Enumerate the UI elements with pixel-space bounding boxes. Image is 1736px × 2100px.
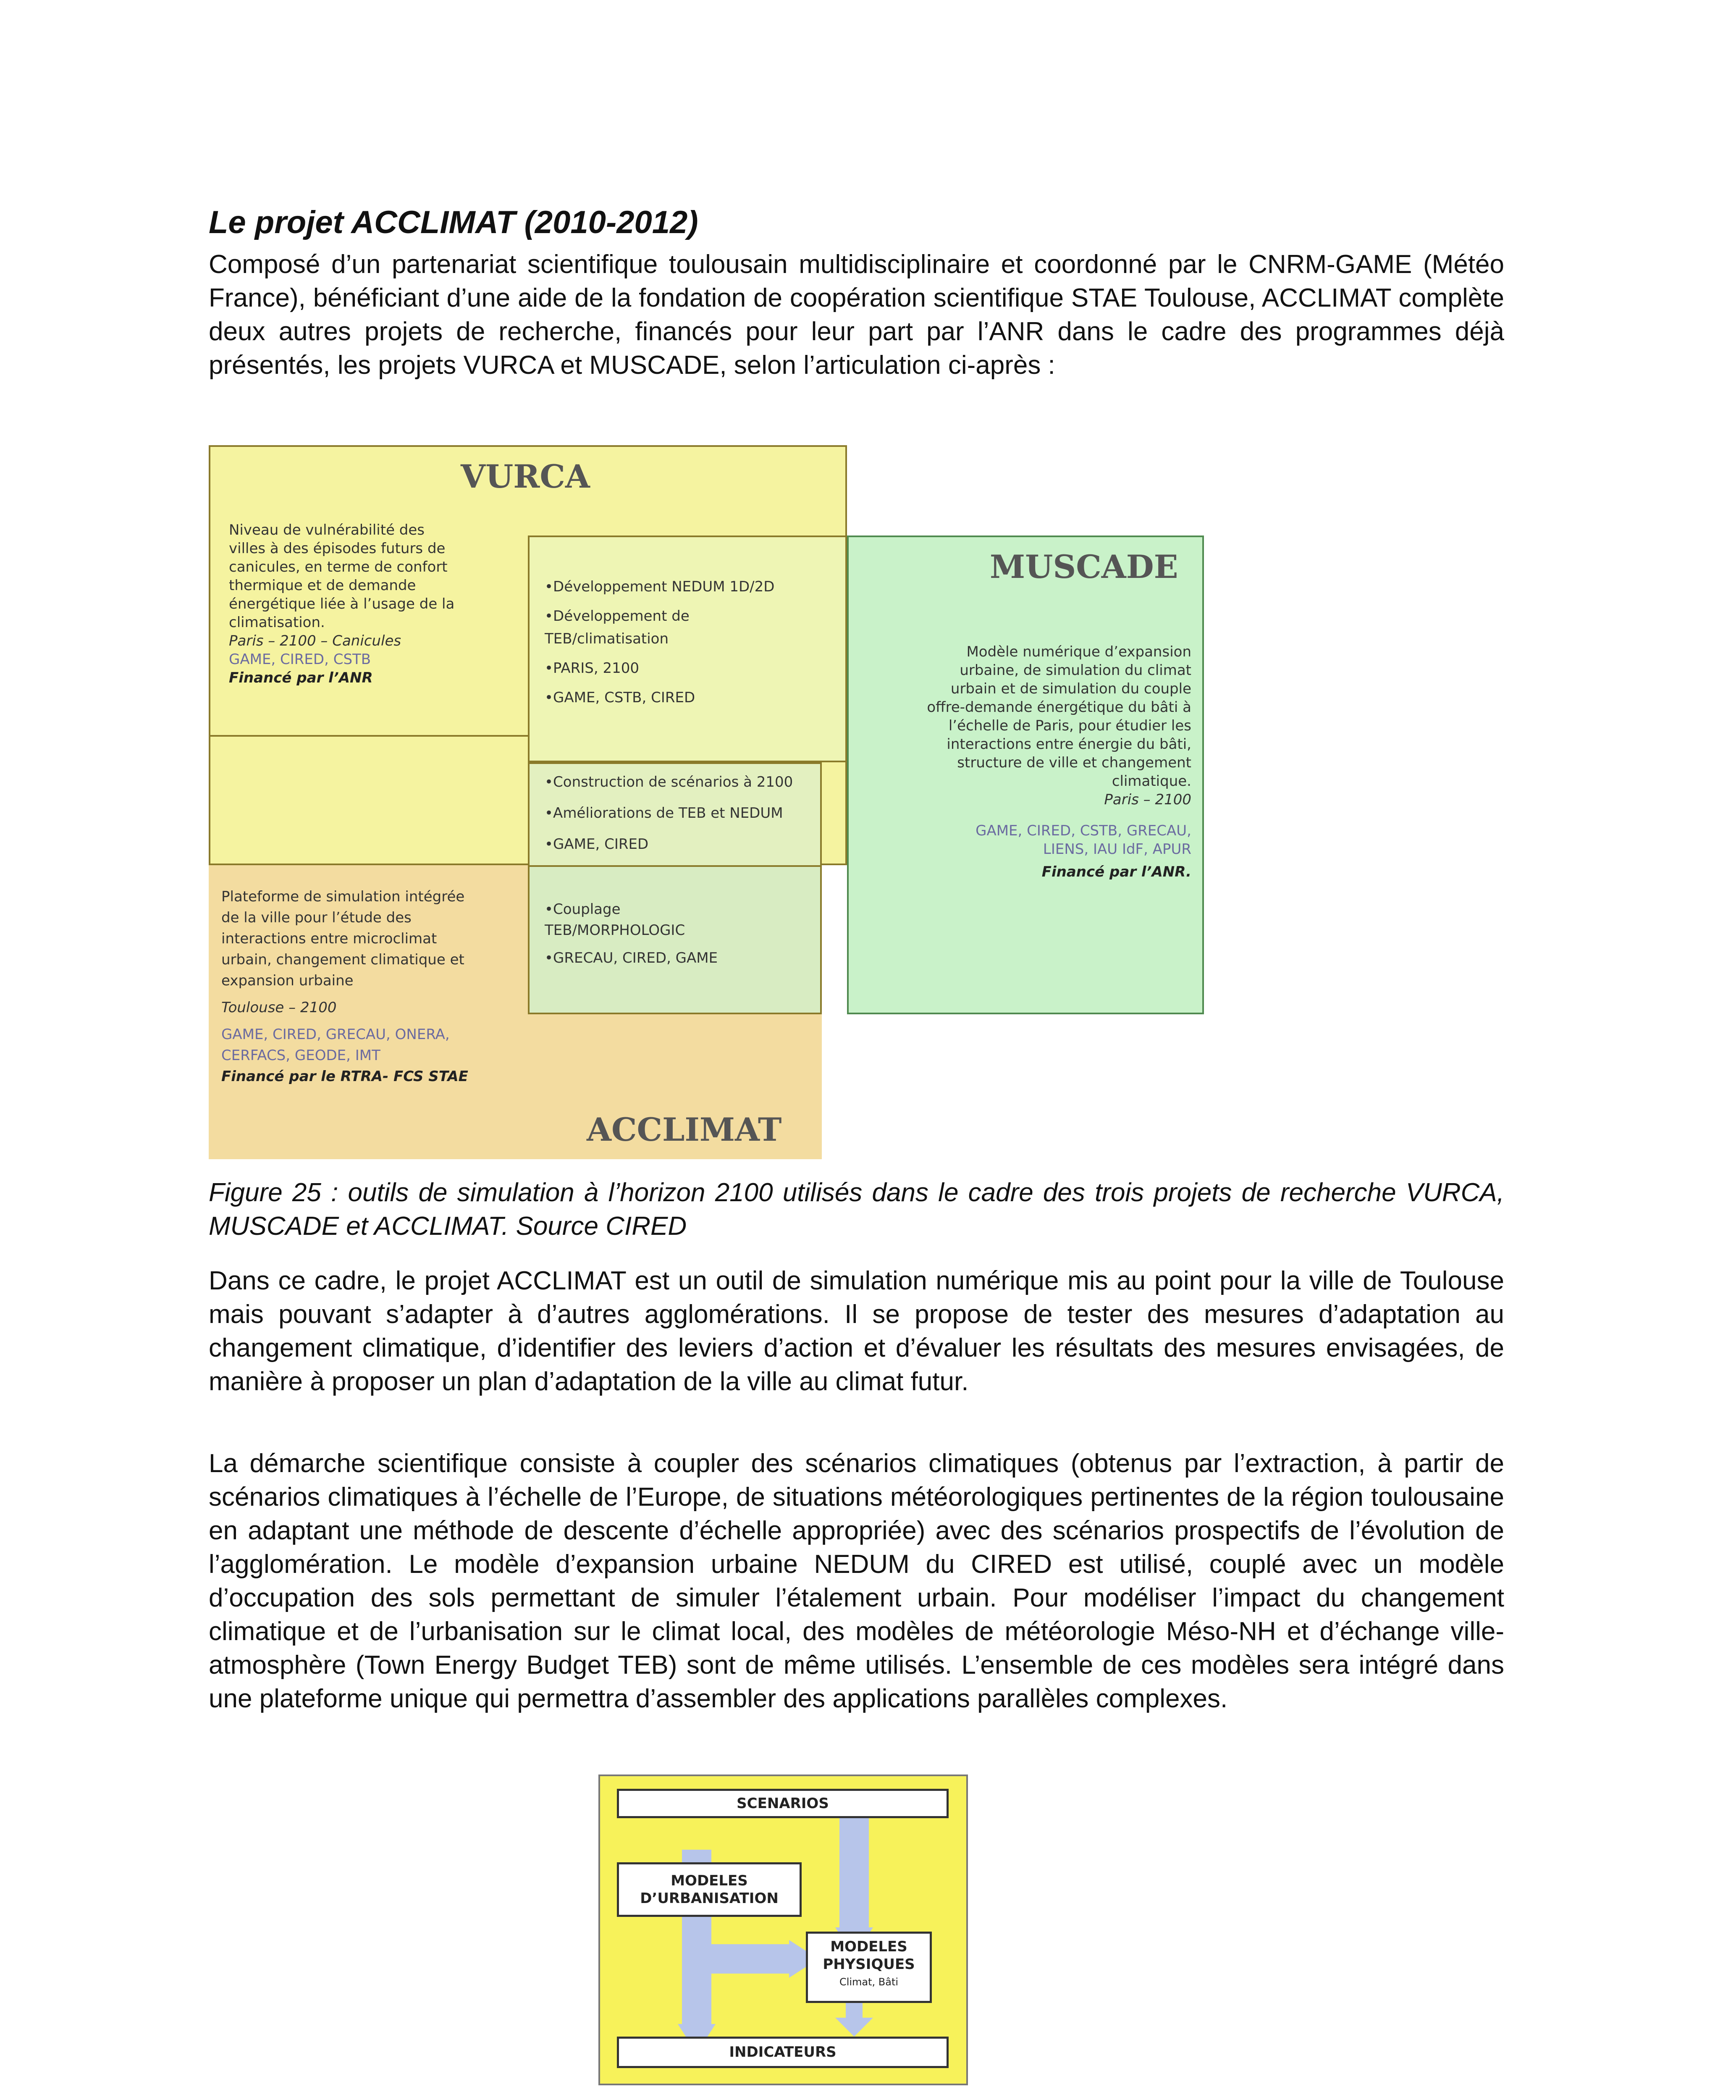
arrow-head <box>835 2018 873 2037</box>
section-title: Le projet ACCLIMAT (2010-2012) <box>209 205 698 240</box>
scenarios-box: SCENARIOS <box>617 1789 949 1818</box>
acclimat-partners-2: CERFACS, GEODE, IMT <box>221 1047 380 1064</box>
vurca-funding: Financé par l’ANR <box>229 669 373 686</box>
figure-25-caption: Figure 25 : outils de simulation à l’horizon 2100 utilisés dans le cadre des trois projets de recherche VURCA, MUSCADE et ACCLIMAT. Source CIRED <box>209 1178 1504 1241</box>
physiques-box: MODELES PHYSIQUES Climat, Bâti <box>806 1932 932 2003</box>
acclimat-partners-1: GAME, CIRED, GRECAU, ONERA, <box>221 1026 450 1043</box>
vurca-title: VURCA <box>461 458 590 495</box>
muscade-description: Modèle numérique d’expansion urbaine, de simulation du climat urbain et de simulation du couple offre-demande énergétique du bâti à l’échelle de Paris, pour étudier les interactions entre énergie du bâti, structure de ville et changement climatique. Paris – 2100 GAME, CIRED, CSTB, GRECAU, LIENS, IAU IdF, APUR Financé par l’ANR. <box>851 643 1191 881</box>
muscade-place: Paris – 2100 <box>1104 791 1191 808</box>
arrow-urbanisation-to-physiques <box>682 1944 791 1974</box>
muscade-funding: Financé par l’ANR. <box>1041 864 1191 880</box>
acclimat-title: ACCLIMAT <box>587 1111 782 1148</box>
acclimat-description: Plateforme de simulation intégrée de la ville pour l’étude des interactions entre microclimat urbain, changement climatique et expansion urbaine Toulouse – 2100 GAME, CIRED, GRECAU, ONERA, CERFACS, GEODE, IMT Financé par le RTRA- FCS STAE <box>221 886 524 1087</box>
urbanisation-box: MODELES D’URBANISATION <box>617 1862 802 1917</box>
paragraph-3: La démarche scientifique consiste à coupler des scénarios climatiques (obtenus par l’extraction, à partir de scénarios climatiques à l’échelle de l’Europe, de situations météorologiques pertinentes de la région toulousaine en adaptant une méthode de descente d’échelle appropriée) avec des scénarios prospectifs de l’évolution de l’agglomération. Le modèle d’expansion urbaine NEDUM du CIRED est utilisé, couplé avec un modèle d’occupation des sols permettant de simuler l’étalement urbain. Pour modéliser l’impact du changement climatique et de l’urbanisation sur le climat local, des modèles de météorologie Méso-NH et d’échange ville-atmosphère (Town Energy Budget TEB) sont de même utilisés. L’ensemble de ces modèles sera intégré dans une plateforme unique qui permettra d’assembler des applications parallèles complexes. <box>209 1449 1504 1713</box>
overlap-all-text: •Construction de scénarios à 2100 •Améliorations de TEB et NEDUM •GAME, CIRED <box>545 774 793 853</box>
indicateurs-box: INDICATEURS <box>617 2037 949 2068</box>
overlap-vurca-muscade-text: •Développement NEDUM 1D/2D •Développement de TEB/climatisation •PARIS, 2100 •GAME, CSTB, CIRED <box>545 578 775 706</box>
vurca-partners: GAME, CIRED, CSTB <box>229 651 371 668</box>
figure-26-diagram <box>598 1774 968 2085</box>
overlap-acclimat-muscade-text: •Couplage TEB/MORPHOLOGIC •GRECAU, CIRED, GAME <box>545 901 718 966</box>
vurca-place: Paris – 2100 – Canicules <box>229 633 401 649</box>
muscade-partners-2: LIENS, IAU IdF, APUR <box>1043 841 1191 858</box>
figure-25-diagram <box>209 445 1204 1159</box>
acclimat-place: Toulouse – 2100 <box>221 999 337 1016</box>
arrow-physiques-to-indicateurs <box>846 2003 863 2020</box>
vurca-description: Niveau de vulnérabilité des villes à des épisodes futurs de canicules, en terme de confort thermique et de demande énergétique liée à l’usage de la climatisation. Paris – 2100 – Canicules GAME, CIRED, CSTB Financé par l’ANR <box>229 521 519 687</box>
muscade-partners-1: GAME, CIRED, CSTB, GRECAU, <box>976 822 1191 839</box>
intro-paragraph: Composé d’un partenariat scientifique toulousain multidisciplinaire et coordonné par le CNRM-GAME (Météo France), bénéficiant d’une aide de la fondation de coopération scientifique STAE Toulouse, ACCLIMAT complète deux autres projets de recherche, financés pour leur part par l’ANR dans le cadre des programmes déjà présentés, les projets VURCA et MUSCADE, selon l’articulation ci-après : <box>209 250 1504 380</box>
paragraph-2: Dans ce cadre, le projet ACCLIMAT est un outil de simulation numérique mis au point pour la ville de Toulouse mais pouvant s’adapter à d’autres agglomérations. Il se propose de tester des mesures d’adaptation au changement climatique, d’identifier des leviers d’action et d’évaluer les résultats des mesures envisagées, de manière à proposer un plan d’adaptation de la ville au climat futur. <box>209 1266 1504 1396</box>
muscade-title: MUSCADE <box>990 548 1178 585</box>
arrow-scenarios-to-physiques <box>839 1816 869 1929</box>
divider-line <box>209 735 528 737</box>
acclimat-funding: Financé par le RTRA- FCS STAE <box>221 1068 468 1085</box>
